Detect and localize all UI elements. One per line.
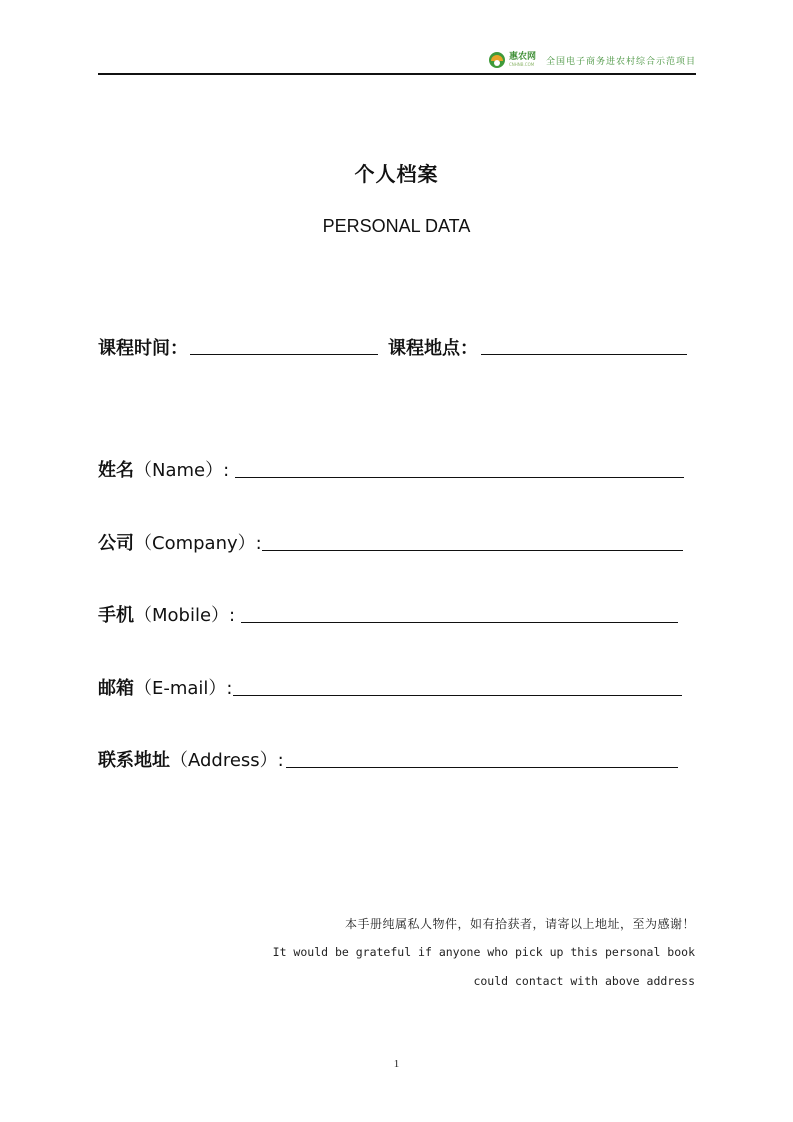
mobile-field-row [98, 601, 698, 627]
address-label-cn: 联系地址 [98, 750, 170, 771]
email-blank[interactable] [233, 695, 682, 696]
mobile-label [98, 601, 235, 627]
mobile-blank[interactable] [241, 622, 678, 623]
name-label-en: （Name）: [134, 460, 230, 481]
course-info-row [98, 334, 698, 360]
header-divider [98, 73, 696, 75]
company-label-cn: 公司 [98, 533, 134, 554]
email-field-row [98, 674, 698, 700]
course-place-blank[interactable] [481, 354, 687, 355]
address-blank[interactable] [286, 767, 678, 768]
email-label-en: （E-mail）: [134, 678, 233, 699]
brand-wordmark [509, 53, 536, 67]
huinong-logo-icon [489, 52, 505, 68]
page-header [98, 48, 696, 74]
brand-name: 惠农网 [508, 52, 536, 62]
address-label-en: （Address）: [170, 750, 284, 771]
page-number: 1 [393, 1058, 400, 1070]
address-field-row [98, 746, 698, 772]
lost-found-note-en-2: could contact with above address [473, 974, 695, 988]
name-label-cn: 姓名 [98, 460, 134, 481]
address-label [98, 746, 284, 772]
project-name: 全国电子商务进农村综合示范项目 [545, 56, 696, 67]
name-blank[interactable] [235, 477, 684, 478]
page-title: 个人档案 [354, 162, 439, 186]
course-time-label: 课程时间： [98, 338, 188, 359]
name-field-row [98, 456, 698, 482]
mobile-label-cn: 手机 [98, 605, 134, 626]
header-brand [489, 52, 696, 68]
lost-found-note-cn: 本手册纯属私人物件，如有拾获者，请寄以上地址，至为感谢！ [344, 917, 695, 931]
company-label [98, 529, 262, 555]
page-subtitle: PERSONAL DATA [322, 216, 471, 236]
name-label [98, 456, 229, 482]
mobile-label-en: （Mobile）: [134, 605, 236, 626]
course-place-label: 课程地点： [388, 338, 478, 359]
course-time-blank[interactable] [190, 354, 378, 355]
brand-sub: CNHNB.COM [508, 62, 535, 67]
email-label-cn: 邮箱 [98, 678, 134, 699]
lost-found-note-en-1: It would be grateful if anyone who pick up this personal book [272, 945, 695, 959]
email-label [98, 674, 233, 700]
company-blank[interactable] [262, 550, 683, 551]
company-field-row [98, 529, 698, 555]
company-label-en: （Company）: [134, 533, 262, 554]
